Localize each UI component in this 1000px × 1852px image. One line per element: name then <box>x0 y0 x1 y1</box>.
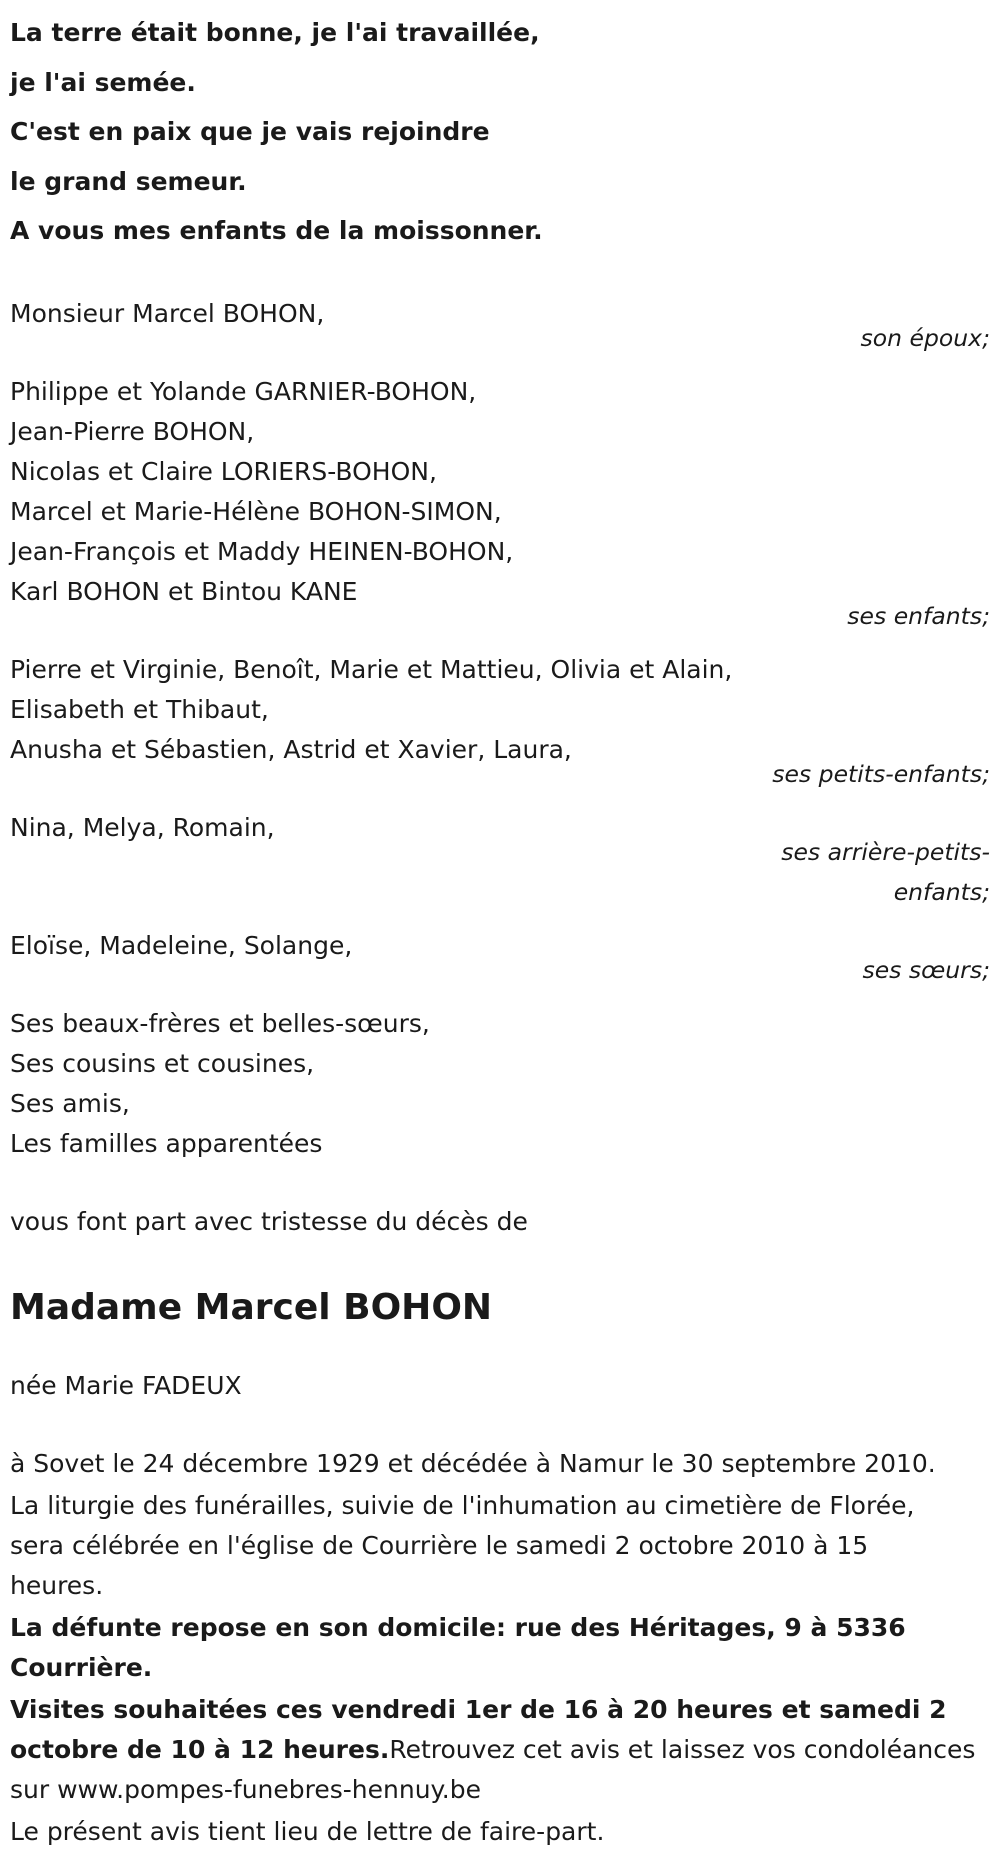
visits-line-2 <box>10 1730 990 1770</box>
child-name: Marcel et Marie-Hélène BOHON-SIMON, <box>10 496 502 526</box>
grandchild-name: Anusha et Sébastien, Astrid et Xavier, Laura, <box>10 734 572 764</box>
poem-line: C'est en paix que je vais rejoindre <box>10 117 490 146</box>
great-grandchild-name: Nina, Melya, Romain, <box>10 812 275 842</box>
child-name: Karl BOHON et Bintou KANE <box>10 576 358 606</box>
deceased-name: Madame Marcel BOHON <box>10 1286 493 1328</box>
other-relatives: Les familles apparentées <box>10 1128 323 1158</box>
poem-line: je l'ai semée. <box>10 67 196 97</box>
others-group <box>10 1004 990 1164</box>
poem-line: La terre était bonne, je l'ai travaillée, <box>10 18 540 47</box>
poem-line: le grand semeur. <box>10 166 247 196</box>
website-line: sur www.pompes-funebres-hennuy.be <box>10 1774 481 1804</box>
repose-paragraph <box>10 1608 990 1688</box>
children-relation: ses enfants; <box>847 601 990 630</box>
liturgy-line: sera célébrée en l'église de Courrière le samedi 2 octobre 2010 à 15 <box>10 1530 869 1560</box>
condolences-text: Retrouvez cet avis et laissez vos condoléances <box>389 1734 976 1764</box>
child-name: Philippe et Yolande GARNIER-BOHON, <box>10 376 477 406</box>
grandchild-name: Pierre et Virginie, Benoît, Marie et Mattieu, Olivia et Alain, <box>10 654 733 684</box>
children-group <box>10 372 990 612</box>
other-relatives: Ses beaux-frères et belles-sœurs, <box>10 1008 430 1038</box>
visits-line: Visites souhaitées ces vendredi 1er de 16 à 20 heures et samedi 2 <box>10 1694 947 1724</box>
child-name: Nicolas et Claire LORIERS-BOHON, <box>10 456 437 486</box>
sister-name: Eloïse, Madeleine, Solange, <box>10 930 353 960</box>
sisters-relation: ses sœurs; <box>862 955 990 984</box>
child-name: Jean-Pierre BOHON, <box>10 416 255 446</box>
announcement: vous font part avec tristesse du décès de <box>10 1206 528 1236</box>
visits-times: octobre de 10 à 12 heures. <box>10 1734 390 1764</box>
grandchildren-relation: ses petits-enfants; <box>772 759 990 788</box>
other-relatives: Ses amis, <box>10 1088 130 1118</box>
closing-note: Le présent avis tient lieu de lettre de faire-part. <box>10 1816 605 1846</box>
repose-line: La défunte repose en son domicile: rue des Héritages, 9 à 5336 <box>10 1612 906 1642</box>
great-grandchildren-relation-line2: enfants; <box>893 877 990 906</box>
great-grandchildren-relation-line1: ses arrière-petits- <box>781 837 990 866</box>
spouse-relation: son époux; <box>860 323 990 352</box>
obituary-notice <box>0 8 1000 1846</box>
maiden-name: née Marie FADEUX <box>10 1370 242 1400</box>
liturgy-line: La liturgie des funérailles, suivie de l'inhumation au cimetière de Florée, <box>10 1490 915 1520</box>
poem-line: A vous mes enfants de la moissonner. <box>10 216 543 245</box>
birth-death: à Sovet le 24 décembre 1929 et décédée à Namur le 30 septembre 2010. <box>10 1448 936 1478</box>
spouse-name: Monsieur Marcel BOHON, <box>10 298 325 328</box>
grandchildren-group <box>10 650 990 770</box>
child-name: Jean-François et Maddy HEINEN-BOHON, <box>10 536 514 566</box>
visits-paragraph <box>10 1690 990 1810</box>
poem <box>10 8 990 256</box>
other-relatives: Ses cousins et cousines, <box>10 1048 315 1078</box>
grandchild-name: Elisabeth et Thibaut, <box>10 694 269 724</box>
liturgy-paragraph <box>10 1486 990 1606</box>
liturgy-line: heures. <box>10 1570 104 1600</box>
repose-line: Courrière. <box>10 1652 153 1682</box>
